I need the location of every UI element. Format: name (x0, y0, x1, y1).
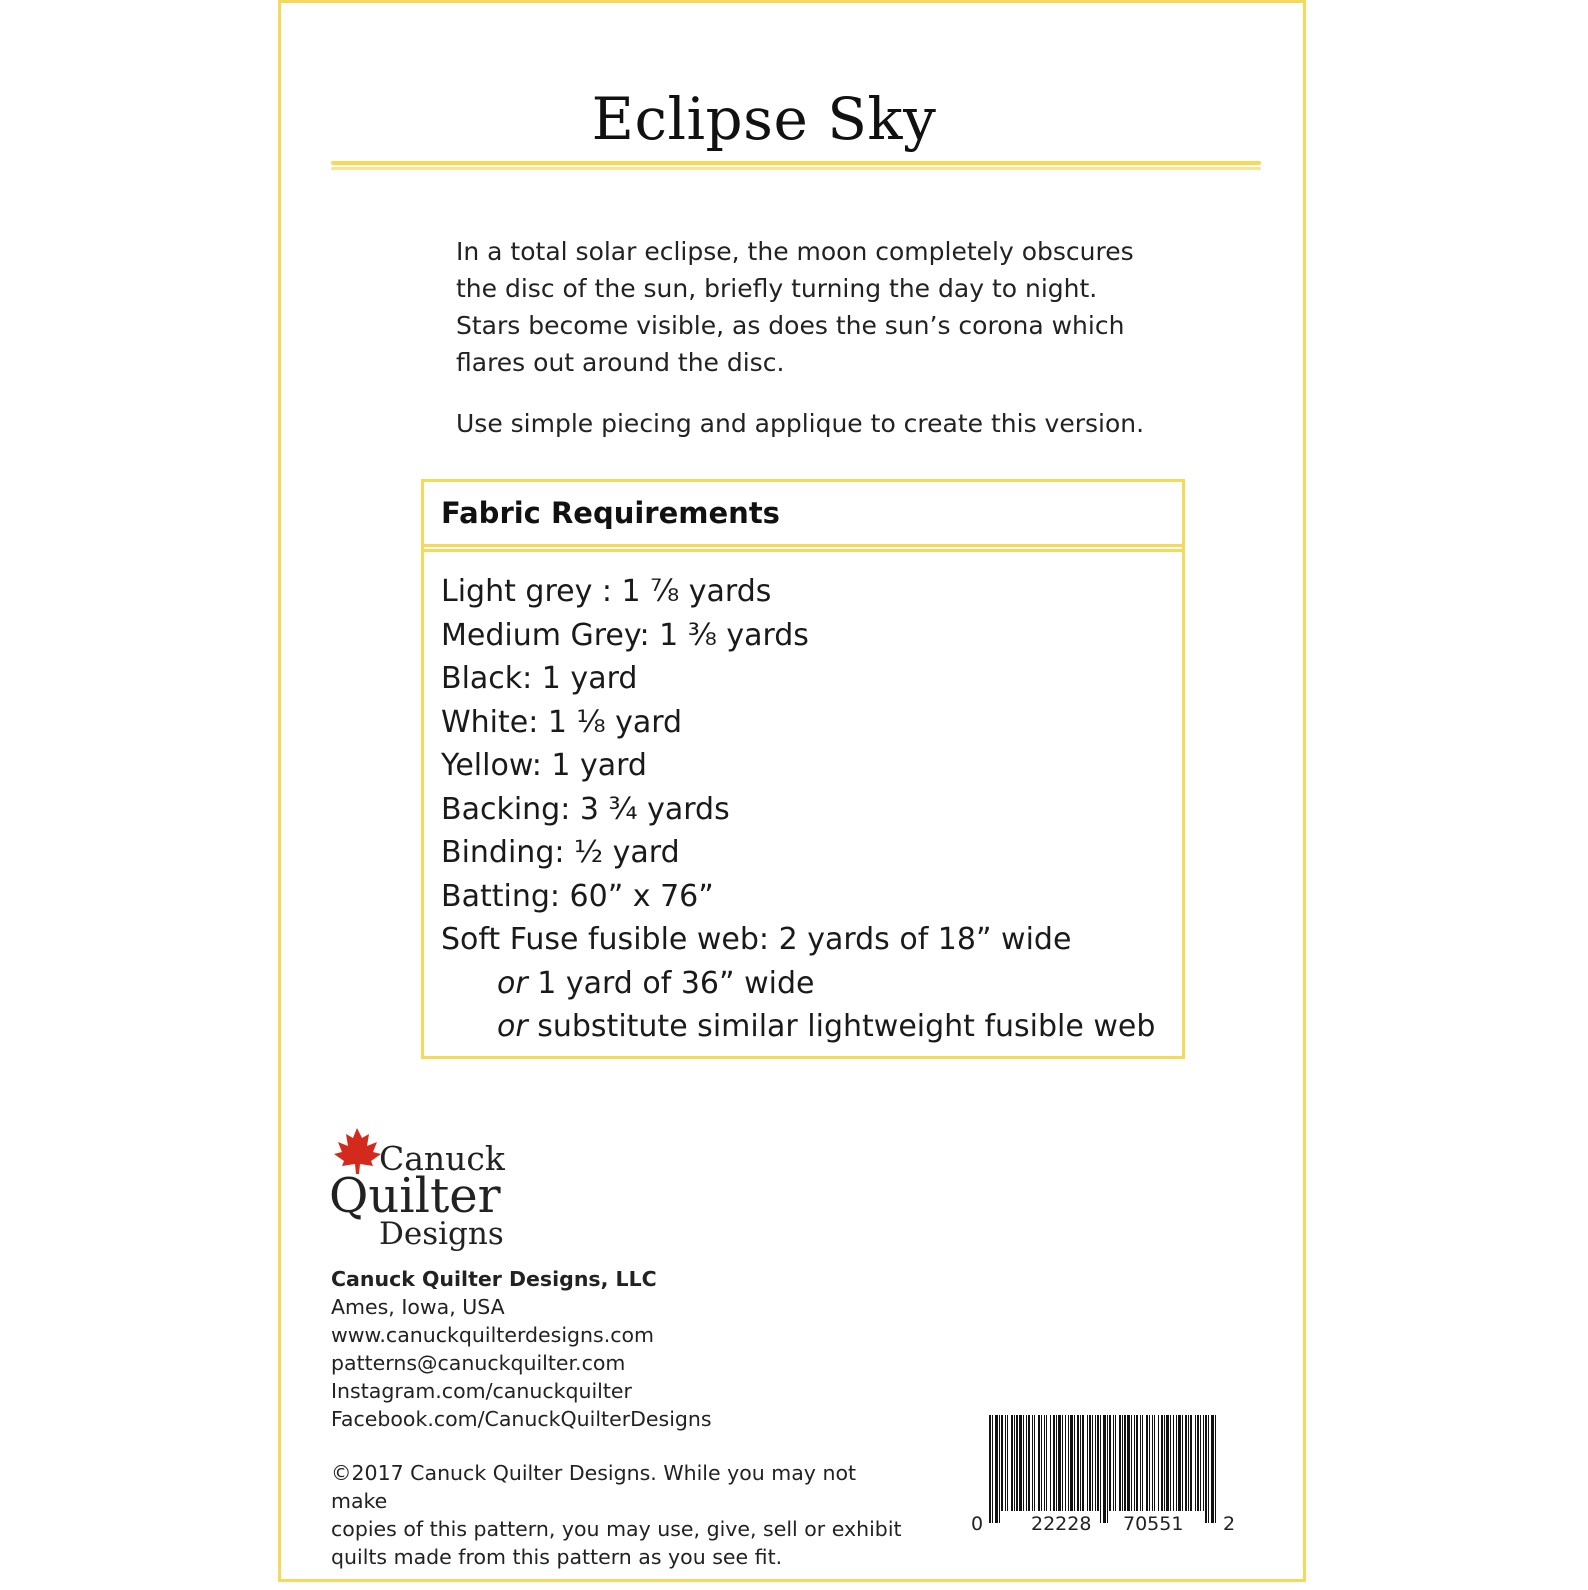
barcode-bar (1149, 1415, 1150, 1511)
canuck-quilter-logo (329, 1128, 529, 1263)
barcode-bar (1053, 1415, 1055, 1511)
pattern-back-page (278, 0, 1306, 1582)
barcode-bar (1109, 1415, 1111, 1511)
barcode-bar (1058, 1415, 1061, 1511)
barcode-bar (1142, 1415, 1143, 1511)
barcode-bar (1065, 1415, 1066, 1511)
fabric-alternative: or 1 yard of 36” wide (497, 965, 815, 1001)
barcode-bar (1011, 1415, 1013, 1511)
barcode-bar (1007, 1415, 1008, 1511)
barcode-bar (1050, 1415, 1051, 1511)
barcode-bar (1046, 1415, 1047, 1511)
barcode-bar (1119, 1415, 1121, 1511)
barcode-bars (971, 1415, 1233, 1525)
barcode-bar (1211, 1415, 1214, 1523)
fabric-item: Soft Fuse fusible web: 2 yards of 18” wide (441, 922, 1072, 957)
fabric-item: Black: 1 yard (441, 661, 638, 696)
barcode-bar (992, 1415, 993, 1523)
fabric-item: White: 1 ⅛ yard (441, 704, 683, 740)
barcode-bar (1089, 1415, 1091, 1511)
fabric-list (441, 570, 1181, 1049)
barcode-bar (1028, 1415, 1030, 1511)
barcode-bar (999, 1415, 1000, 1523)
barcode-bar (1208, 1415, 1209, 1523)
barcode-bar (1103, 1415, 1106, 1523)
barcode-bar (1161, 1415, 1163, 1511)
barcode-bar (1044, 1415, 1045, 1511)
barcode-bar (1023, 1415, 1024, 1511)
logo-line-designs: Designs (379, 1216, 504, 1252)
company-facebook-link[interactable]: Facebook.com/CanuckQuilterDesigns (331, 1407, 712, 1431)
barcode-bar (1188, 1415, 1189, 1511)
barcode-bar (995, 1415, 998, 1523)
copyright-notice: ©2017 Canuck Quilter Designs. While you may not make copies of this pattern, you may use, give, sell or exhibit quilts made from this pattern as you see fit. (331, 1461, 902, 1569)
barcode-bar (1146, 1415, 1148, 1511)
fabric-item: Light grey : 1 ⅞ yards (441, 574, 772, 609)
title-underline (331, 161, 1261, 169)
barcode-bar (1166, 1415, 1169, 1511)
upc-barcode (971, 1415, 1236, 1540)
barcode-right-group: 70551 (1123, 1513, 1184, 1535)
barcode-bar (1095, 1415, 1096, 1511)
barcode-bar (1152, 1415, 1153, 1511)
barcode-bar (1014, 1415, 1015, 1511)
barcode-bar (1124, 1415, 1126, 1511)
intro-paragraph-1: In a total solar eclipse, the moon completely obscures the disc of the sun, briefly turning the day to night. Stars become visible, as does the sun’s corona which flares out around the disc. (456, 237, 1134, 377)
barcode-bar (1038, 1415, 1040, 1511)
barcode-bar (1080, 1415, 1081, 1511)
barcode-bar (1205, 1415, 1207, 1523)
company-email-link[interactable]: patterns@canuckquilter.com (331, 1351, 626, 1375)
barcode-check-digit: 2 (1223, 1513, 1236, 1535)
barcode-bar (1041, 1415, 1042, 1511)
barcode-bar (1107, 1415, 1108, 1523)
barcode-bar (1092, 1415, 1093, 1511)
barcode-bar (1136, 1415, 1138, 1511)
company-website-link[interactable]: www.canuckquilterdesigns.com (331, 1323, 654, 1347)
fabric-requirements-heading: Fabric Requirements (441, 496, 780, 530)
barcode-bar (1034, 1415, 1035, 1511)
barcode-left-group: 22228 (1031, 1513, 1092, 1535)
barcode-bar (1062, 1415, 1063, 1511)
barcode-bar (1131, 1415, 1132, 1511)
fabric-item: Backing: 3 ¾ yards (441, 791, 730, 827)
barcode-bar (1074, 1415, 1075, 1511)
barcode-bar (1170, 1415, 1171, 1511)
barcode-bar (1115, 1415, 1116, 1511)
barcode-bar (1016, 1415, 1018, 1511)
barcode-bar (1113, 1415, 1114, 1511)
barcode-bar (1154, 1415, 1155, 1511)
fabric-item: Batting: 60” x 76” (441, 878, 714, 914)
barcode-bar (1019, 1415, 1022, 1511)
barcode-bar (1215, 1415, 1216, 1523)
barcode-bar (1005, 1415, 1006, 1511)
barcode-bar (1203, 1415, 1204, 1511)
fabric-requirements-box (421, 479, 1185, 1059)
barcode-bar (1026, 1415, 1027, 1511)
fabric-item: Medium Grey: 1 ⅜ yards (441, 617, 809, 653)
barcode-bar (1032, 1415, 1033, 1511)
barcode-bar (1087, 1415, 1088, 1511)
barcode-bar (1158, 1415, 1159, 1511)
company-instagram-link[interactable]: Instagram.com/canuckquilter (331, 1379, 632, 1403)
barcode-bar (1140, 1415, 1141, 1511)
barcode-bar (1164, 1415, 1165, 1511)
barcode-bar (1195, 1415, 1196, 1511)
intro-paragraph-2: Use simple piecing and applique to create this version. (456, 409, 1145, 438)
barcode-bar (1056, 1415, 1057, 1511)
company-name: Canuck Quilter Designs, LLC (331, 1267, 657, 1291)
logo-line-quilter: Quilter (329, 1168, 501, 1224)
barcode-first-digit: 0 (971, 1513, 984, 1535)
barcode-bar (1068, 1415, 1069, 1511)
barcode-bar (1077, 1415, 1079, 1511)
intro-text (456, 233, 1176, 466)
barcode-bar (1097, 1415, 1099, 1511)
maple-leaf-icon (329, 1128, 529, 1263)
barcode-bar (1100, 1415, 1101, 1523)
barcode-bar (1082, 1415, 1084, 1511)
fabric-item: Yellow: 1 yard (441, 748, 647, 783)
company-info (331, 1265, 712, 1433)
barcode-bar (1185, 1415, 1187, 1511)
barcode-bar (1070, 1415, 1073, 1511)
barcode-bar (1122, 1415, 1123, 1511)
fabric-alternative: or substitute similar lightweight fusible web (497, 1009, 1156, 1044)
pattern-title: Eclipse Sky (591, 85, 937, 153)
barcode-bar (1176, 1415, 1177, 1511)
barcode-bar (1182, 1415, 1183, 1511)
barcode-bar (1178, 1415, 1181, 1511)
company-location: Ames, Iowa, USA (331, 1295, 505, 1319)
barcode-bar (989, 1415, 991, 1523)
barcode-bar (1200, 1415, 1201, 1511)
barcode-bar (1134, 1415, 1135, 1511)
barcode-bar (1173, 1415, 1174, 1511)
barcode-bar (1197, 1415, 1199, 1511)
barcode-bar (1190, 1415, 1192, 1511)
barcode-bar (1127, 1415, 1130, 1511)
fabric-item: Binding: ½ yard (441, 835, 680, 870)
logo-line-canuck: Canuck (379, 1139, 505, 1178)
barcode-bar (1001, 1415, 1003, 1511)
fabric-heading-rule (424, 544, 1182, 552)
